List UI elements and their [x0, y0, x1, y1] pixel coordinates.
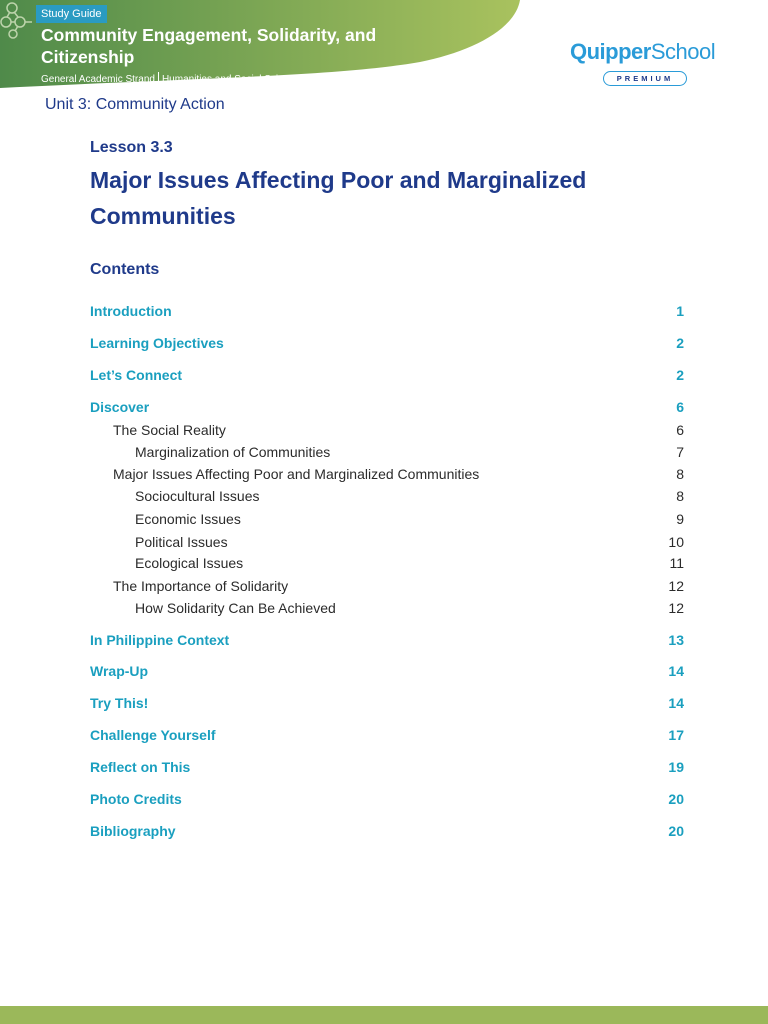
toc-entry[interactable] [90, 367, 684, 383]
toc-entry-title: Challenge Yourself [90, 727, 216, 743]
toc-entry-page: 1 [676, 303, 684, 319]
toc-entry-page: 2 [676, 367, 684, 383]
toc-entry[interactable] [90, 823, 684, 839]
toc-entry-title: Try This! [90, 695, 149, 711]
toc-entry-page: 11 [669, 555, 684, 571]
toc-entry-page: 14 [668, 663, 684, 679]
lesson-number: Lesson 3.3 [90, 139, 173, 156]
toc-entry-title: The Social Reality [113, 422, 226, 438]
toc-entry-title: Ecological Issues [135, 555, 244, 571]
logo-school: School [650, 39, 716, 64]
toc-entry-page: 2 [676, 335, 684, 351]
toc-entry-page: 10 [668, 534, 684, 550]
toc-entry[interactable] [90, 791, 684, 807]
toc-entry[interactable] [90, 511, 684, 527]
logo-wordmark [570, 38, 730, 66]
toc-entry-page: 7 [676, 444, 684, 460]
toc-entry[interactable] [90, 488, 684, 504]
study-guide-tag: Study Guide [36, 5, 107, 23]
toc-entry-page: 12 [668, 578, 684, 594]
toc-entry[interactable] [90, 466, 684, 482]
toc-entry-page: 20 [668, 823, 684, 839]
toc-entry-page: 6 [676, 422, 684, 438]
toc-entry-title: Wrap-Up [90, 663, 149, 679]
header-banner [0, 0, 520, 88]
subject-title: Community Engagement, Solidarity, and Citizenship [41, 25, 377, 67]
toc-entry-title: Economic Issues [135, 511, 241, 527]
toc-entry[interactable] [90, 600, 684, 616]
toc-entry-page: 14 [668, 695, 684, 711]
strand-label: General Academic Strand [41, 74, 155, 85]
toc-entry[interactable] [90, 534, 684, 550]
toc-entry[interactable] [90, 695, 684, 711]
toc-entry-page: 19 [668, 759, 684, 775]
toc-entry[interactable] [90, 422, 684, 438]
strand-track: Humanities and Social Sciences [161, 74, 305, 85]
toc-entry-page: 9 [676, 511, 684, 527]
toc-entry-page: 8 [676, 466, 684, 482]
contents-heading: Contents [90, 261, 160, 278]
toc-entry-title: The Importance of Solidarity [113, 578, 289, 594]
lesson-title: Major Issues Affecting Poor and Marginalized Communities [90, 167, 587, 229]
unit-title: Unit 3: Community Action [45, 96, 225, 113]
toc-entry-title: Major Issues Affecting Poor and Marginalized Communities [113, 466, 480, 482]
toc-entry-page: 12 [668, 600, 684, 616]
toc-entry-title: Political Issues [135, 534, 228, 550]
toc-entry-title: In Philippine Context [90, 632, 230, 648]
toc-entry[interactable] [90, 632, 684, 648]
toc-entry-title: How Solidarity Can Be Achieved [135, 600, 336, 616]
toc-entry-title: Introduction [90, 303, 172, 319]
toc-entry-page: 17 [668, 727, 684, 743]
toc-entry-title: Photo Credits [90, 791, 182, 807]
toc-entry[interactable] [90, 399, 684, 415]
toc-entry[interactable] [90, 335, 684, 351]
toc-entry[interactable] [90, 759, 684, 775]
toc-entry-title: Reflect on This [90, 759, 191, 775]
toc-entry-title: Bibliography [90, 823, 176, 839]
strand-line [41, 72, 305, 85]
toc-entry[interactable] [90, 303, 684, 319]
toc-entry-page: 8 [676, 488, 684, 504]
premium-badge: PREMIUM [603, 71, 687, 86]
toc-entry[interactable] [90, 555, 684, 571]
toc-entry-title: Sociocultural Issues [135, 488, 260, 504]
molecule-icon [0, 0, 34, 40]
logo-quipper: Quipper [570, 39, 651, 64]
toc-entry-page: 13 [668, 632, 684, 648]
toc-entry-title: Discover [90, 399, 150, 415]
toc-entry[interactable] [90, 578, 684, 594]
toc-entry[interactable] [90, 444, 684, 460]
toc-entry[interactable] [90, 663, 684, 679]
strand-divider [158, 72, 159, 83]
toc-entry-title: Learning Objectives [90, 335, 224, 351]
toc-entry-title: Marginalization of Communities [135, 444, 331, 460]
toc-entry-title: Let’s Connect [90, 367, 183, 383]
toc-entry-page: 6 [676, 399, 684, 415]
toc-entry[interactable] [90, 727, 684, 743]
quipper-school-logo [570, 38, 730, 83]
toc-entry-page: 20 [668, 791, 684, 807]
footer-bar [0, 1006, 768, 1024]
